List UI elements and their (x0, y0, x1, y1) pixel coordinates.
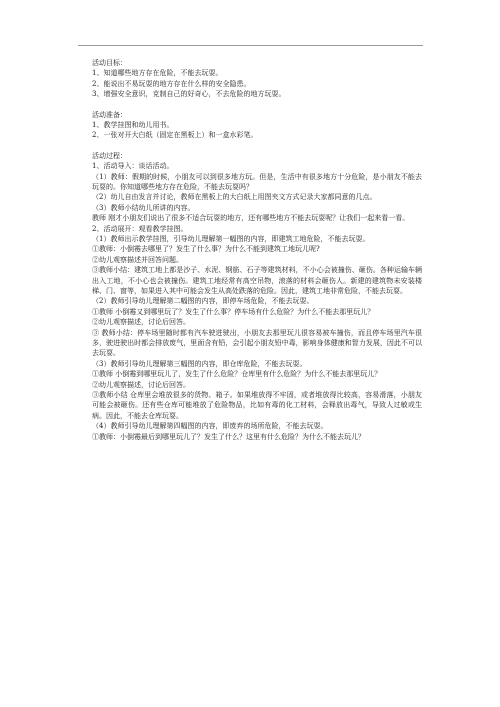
process-paragraph: ①教师 小倒霉到哪里玩儿了，发生了什么危险？仓库里有什么危险？为什么不能去那里玩儿？ (92, 370, 382, 379)
process-paragraph: （3）教师小结幼儿所讲的内容。 (92, 203, 195, 212)
process-paragraph: ③教师小结：建筑工地上都是沙子、水泥、钢筋、石子等建筑材料，不小心会被撞伤、砸伤。各种运输车辆出入工地，不小心也会被撞伤。建筑工地经常有高空吊物，滚落的材料会砸伤人。新建的建筑物未安装楼梯、门、窗等，如果进入其中可能会发生从高处跌落的危险。因此，建筑工地非常危险，不能去玩耍。 (92, 266, 422, 295)
process-paragraph: ①教师 小倒霉又到哪里玩了？发生了什么事？停车场有什么危险？为什么不能去那里玩儿？ (92, 307, 375, 316)
process-paragraph: （1）教师出示教学挂图，引导幼儿理解第一幅图的内容，即建筑工地危险，不能去玩耍。 (92, 234, 370, 243)
goal-item: 1、知道哪些地方存在危险，不能去玩耍。 (92, 69, 223, 78)
process-paragraph: ③ 教师小结：停车场里随时都有汽车驶进驶出，小朋友去那里玩儿很容易被车撞伤，而且停车场里汽车很多，驶进驶出时都会排放废气，里面含有铅，会引起小朋友铅中毒，影响身体健康和智力发展，因此不可以去玩耍。 (92, 328, 422, 358)
header-rule (78, 45, 423, 46)
prep-item: 2、一张对开大白纸（固定在黑板上）和一盒水彩笔。 (92, 131, 258, 140)
process-paragraph: ②幼儿观察描述，讨论后回答。 (92, 380, 190, 389)
process-heading: 活动过程： (92, 151, 127, 160)
prep-heading: 活动准备： (92, 110, 127, 119)
process-paragraph: （2）幼儿自由发言并讨论，教师在黑板上的大白纸上用图夹文方式记录大家都同意的几点。 (92, 193, 377, 202)
process-paragraph: ①教师：小倒霉最后到哪里玩儿了？发生了什么？这里有什么危险？为什么不能去玩儿？ (92, 432, 365, 441)
goal-item: 2、能说出不易玩耍的地方存在什么样的安全隐患。 (92, 79, 251, 88)
document-body (92, 58, 422, 442)
process-paragraph: ①教师：小倒霉去哪里了？发生了什么事？为什么不能到建筑工地玩儿呢? (92, 245, 320, 254)
process-step: 2、活动展开：观看教学挂图。 (92, 224, 188, 233)
process-paragraph: （3）教师引导幼儿理解第三幅图的内容，即仓库危险，不能去玩耍。 (92, 359, 307, 368)
goal-item: 3、增强安全意识，克制自己的好奇心，不去危险的地方玩耍。 (92, 90, 286, 99)
process-paragraph: （1）教师：假期的时候，小朋友可以到很多地方玩。但是，生活中有很多地方十分危险，是小朋友不能去玩耍的。你知道哪些地方存在危险，不能去玩耍吗？ (92, 172, 422, 191)
process-paragraph: ②幼儿观察描述，讨论后回答。 (92, 318, 190, 327)
process-paragraph: ②幼儿观察描述并回答问题。 (92, 255, 183, 264)
process-paragraph: ③教师小结 仓库里会堆放很多的货物、箱子。如果堆放得不牢固，或者堆放得比较高，容易滑落，小朋友可能会被砸伤。还有些仓库可能堆放了危险物品，比如有毒的化工材料，会释放出毒气，导致人过敏或生病。因此，不能去仓库玩耍。 (92, 391, 422, 420)
process-paragraph: （4）教师引导幼儿理解第四幅图的内容，即废弃的场所危险，不能去玩耍。 (92, 422, 328, 431)
process-paragraph: （2）教师引导幼儿理解第二幅图的内容，即停车场危险，不能去玩耍。 (92, 297, 314, 306)
process-paragraph: 教师 刚才小朋友们说出了很多不适合玩耍的地方，还有哪些地方不能去玩耍呢？让我们一起来看一看。 (92, 214, 410, 223)
prep-item: 1、教学挂图和幼儿用书。 (92, 120, 174, 129)
process-step: 1、活动导入：谈话活动。 (92, 162, 174, 171)
goals-heading: 活动目标： (92, 59, 127, 67)
